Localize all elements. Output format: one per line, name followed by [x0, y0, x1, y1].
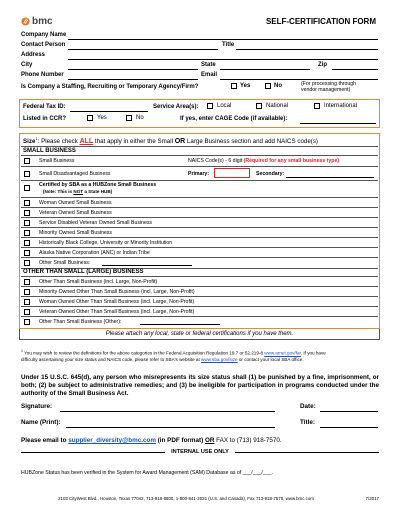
veteran-owned-option[interactable]: [24, 208, 112, 217]
ccr-yes-label: Yes: [97, 115, 107, 121]
hbcu-option-label: Historically Black College, University or Minority Institution: [39, 239, 173, 246]
other-small-checkbox[interactable]: [24, 260, 30, 266]
large-woman-option[interactable]: [24, 297, 194, 306]
size-instruction-mid: that apply in either the Small: [93, 138, 175, 146]
bmc-logo-text: bmc: [32, 16, 53, 27]
size-footnote-mark: 1: [35, 136, 38, 141]
size-instruction-all: ALL: [79, 138, 94, 146]
zip-field[interactable]: [332, 69, 378, 70]
staffing-yes-label: Yes: [240, 83, 251, 89]
email-field[interactable]: [220, 79, 378, 80]
sign-title-label: Title:: [300, 419, 315, 426]
large-woman-option-label: Woman Owned Other Than Small Business (incl. Large, Non-Profit): [39, 298, 195, 305]
service-international[interactable]: [314, 103, 357, 109]
size-label: Size: [23, 138, 36, 146]
footnote-line2-post: or contact your local SBA office.: [237, 356, 304, 362]
ccr-no-label: No: [136, 115, 144, 121]
ccr-yes-checkbox[interactable]: [87, 115, 93, 121]
service-national-label: National: [266, 103, 289, 109]
large-business-header: OTHER THAN SMALL (LARGE) BUSINESS: [23, 269, 144, 275]
small-business-checkbox[interactable]: [24, 158, 30, 164]
attach-note: Please attach any local, state or federal certifications if you have them.: [105, 331, 294, 337]
small-disadvantaged-option-label: Small Disadvantaged Business: [39, 170, 111, 177]
contact-person-field[interactable]: [68, 49, 218, 50]
large-business-option-label: Other Than Small Business (incl. Large, Non-Profit): [39, 278, 158, 285]
hubzone-note: [43, 189, 112, 194]
staffing-question: Is Company a Staffing, Recruiting or Temporary Agency/Firm?: [21, 84, 199, 90]
city-field[interactable]: [68, 69, 198, 70]
staffing-no-label: No: [274, 83, 282, 89]
processing-note-line1: (For processing through: [301, 81, 357, 87]
footnote: [21, 348, 379, 363]
service-areas-label: Service Area(s):: [153, 104, 199, 110]
size-instruction: [23, 136, 318, 145]
address-field[interactable]: [68, 59, 378, 60]
processing-note-line2: vendor management): [301, 87, 351, 93]
ccr-no[interactable]: [126, 115, 144, 121]
service-disabled-option-label: Service Disabled Veteran Owned Small Business: [39, 219, 153, 226]
large-veteran-option-label: Veteran Owned Other Than Small Business (incl. Large, Non-Profit): [39, 308, 195, 315]
ccr-no-checkbox[interactable]: [126, 115, 132, 121]
date-field[interactable]: [320, 411, 378, 412]
service-national[interactable]: [256, 103, 288, 109]
large-other-option[interactable]: [24, 317, 121, 326]
form-title: SELF-CERTIFICATION FORM: [265, 17, 376, 26]
email-instruction-pre: Please email to: [21, 437, 69, 444]
name-print-label: Name (Print):: [21, 419, 61, 426]
bmc-logo-icon: [21, 17, 30, 26]
service-local-checkbox[interactable]: [207, 103, 213, 109]
phone-field[interactable]: [68, 79, 198, 80]
email-instruction: [21, 437, 282, 444]
hbcu-checkbox[interactable]: [24, 240, 30, 246]
large-veteran-option[interactable]: [24, 307, 194, 316]
service-international-checkbox[interactable]: [314, 103, 320, 109]
veteran-owned-option-label: Veteran Owned Small Business: [39, 209, 112, 216]
footnote-mark: 1: [21, 349, 23, 353]
minority-owned-option-label: Minority Owned Small Business: [39, 229, 112, 236]
anc-option[interactable]: [24, 248, 150, 257]
minority-owned-option[interactable]: [24, 228, 112, 237]
title-label: Title: [222, 42, 235, 48]
size-instruction-post: Large Business section and add NAICS code(s): [185, 138, 318, 146]
small-business-option-label: Small Business: [39, 157, 75, 164]
small-disadvantaged-checkbox[interactable]: [24, 171, 30, 177]
phone-label: Phone Number: [21, 72, 64, 78]
listed-in-ccr-label: Listed in CCR?: [23, 116, 66, 122]
bmc-logo: [21, 16, 53, 27]
veteran-owned-checkbox[interactable]: [24, 210, 30, 216]
naics-secondary-field[interactable]: [286, 177, 374, 178]
staffing-yes[interactable]: [231, 83, 250, 89]
supplier-diversity-email-link[interactable]: supplier_diversity@bmc.com: [68, 437, 156, 444]
hubzone-status: HUBZone Status has been verified in the System for Award Management (SAM) Database as of ___/___/___.: [21, 470, 273, 476]
staffing-no[interactable]: [265, 83, 282, 89]
hubzone-note-not: NOT: [73, 189, 84, 194]
state-label: State: [201, 62, 216, 68]
service-local-label: Local: [217, 103, 232, 109]
footnote-line1: [21, 348, 379, 357]
minority-owned-checkbox[interactable]: [24, 230, 30, 236]
address-label: Address: [21, 52, 46, 58]
internal-use-label: INTERNAL USE ONLY: [0, 449, 400, 455]
other-small-option[interactable]: [24, 258, 90, 267]
woman-owned-option[interactable]: [24, 198, 112, 207]
email-instruction-or: OR: [204, 437, 215, 444]
small-disadvantaged-option[interactable]: [24, 169, 111, 178]
small-business-divider: [21, 155, 378, 156]
woman-owned-option-label: Woman Owned Small Business: [39, 199, 112, 206]
far-link[interactable]: www.arnet.gov/far: [264, 350, 301, 356]
large-minority-checkbox[interactable]: [24, 289, 30, 295]
name-print-field[interactable]: [66, 427, 275, 428]
title-field[interactable]: [236, 49, 378, 50]
small-business-option[interactable]: [24, 156, 74, 165]
ccr-yes[interactable]: [87, 115, 107, 121]
service-disabled-checkbox[interactable]: [24, 220, 30, 226]
attach-note-box: [19, 329, 380, 340]
naics-label-text: NAICS Code(s) - 6 digit: [188, 158, 243, 164]
staffing-no-checkbox[interactable]: [265, 83, 271, 89]
city-label: City: [21, 62, 33, 68]
email-instruction-fax: FAX to (713) 918-7570.: [214, 437, 282, 444]
footnote-line2-pre: difficulty ascertaining your size status and NAICS code, please refer to SBA's website at: [21, 356, 202, 362]
naics-primary-field[interactable]: [214, 168, 250, 178]
staffing-yes-checkbox[interactable]: [231, 83, 237, 89]
other-small-option-label: Other Small Business:: [39, 259, 91, 266]
service-international-label: International: [324, 103, 358, 109]
footer-address: 2103 CityWest Blvd., Houston, Texas 77042, 713-918-8800, 1-800-841-2031 (U.S. and Canada), Fax 713-918-7570, www.bmc.com: [58, 496, 314, 501]
company-name-label: Company Name: [21, 32, 67, 38]
legal-statement: Under 15 U.S.C. 645(d), any person who misrepresents its size status shall (1) be punished by a fine, imprisonment, or both; (2) be subject to administrative remedies; and (3) be ineligible for participation in programs conducted under the authority of the Small Business Act.: [21, 374, 379, 397]
hubzone-note-pre: (Note: This is: [43, 189, 74, 194]
anc-option-label: Alaska Native Corporation (ANC) or Indian Tribe: [39, 249, 150, 256]
date-label: Date:: [300, 403, 316, 410]
footnote-line2: [21, 357, 379, 363]
naics-primary-label: Primary:: [188, 171, 210, 177]
large-minority-option[interactable]: [24, 287, 195, 296]
large-other-checkbox[interactable]: [24, 319, 30, 325]
anc-checkbox[interactable]: [24, 250, 30, 256]
large-business-checkbox[interactable]: [24, 279, 30, 285]
large-business-option[interactable]: [24, 277, 157, 286]
hubzone-option-label: Certified by SBA as a HUBZone Small Business: [39, 182, 157, 188]
size-instruction-or: OR: [174, 138, 186, 146]
cage-code-label: If yes, enter CAGE Code (if available):: [180, 116, 288, 122]
sign-title-field[interactable]: [320, 427, 378, 428]
large-veteran-checkbox[interactable]: [24, 309, 30, 315]
naics-required: (Required for any small business type): [243, 158, 340, 164]
company-name-field[interactable]: [68, 39, 378, 40]
footer-version: 7/2017: [365, 496, 379, 501]
naics-secondary-label: Secondary:: [256, 171, 285, 177]
contact-person-label: Contact Person: [21, 42, 66, 48]
small-business-header: SMALL BUSINESS: [23, 148, 76, 154]
sba-link[interactable]: www.sba.gov/size: [201, 356, 238, 362]
processing-note: [301, 81, 356, 93]
footnote-line1-pre: You may wish to review the definitions for the above categories in the Federal Acquisition Regulation 19.7 or 52.219-8: [24, 350, 265, 356]
federal-tax-id-field[interactable]: [70, 111, 148, 112]
hbcu-option[interactable]: [24, 238, 172, 247]
state-field[interactable]: [220, 69, 310, 70]
hubzone-note-post: a State HUB): [83, 189, 113, 194]
large-woman-checkbox[interactable]: [24, 299, 30, 305]
service-national-checkbox[interactable]: [256, 103, 262, 109]
large-minority-option-label: Minority Owned Other Than Small Business (incl. Large, Non-Profit): [39, 288, 195, 295]
other-small-field[interactable]: [102, 265, 192, 266]
email-label: Email: [201, 72, 218, 78]
row-divider: [21, 166, 378, 167]
cage-code-field[interactable]: [300, 123, 376, 124]
federal-tax-id-label: Federal Tax ID:: [23, 104, 66, 110]
hubzone-option[interactable]: [24, 181, 194, 197]
size-instruction-pre: : Please check: [37, 138, 80, 146]
large-other-option-label: Other Than Small Business (Other):: [39, 318, 122, 325]
service-local[interactable]: [207, 103, 231, 109]
service-disabled-option[interactable]: [24, 218, 152, 227]
large-other-field[interactable]: [140, 324, 220, 325]
naics-label: [188, 158, 339, 164]
zip-label: Zip: [318, 62, 327, 68]
footnote-line1-post: . If you have: [300, 350, 326, 356]
email-instruction-post: (in PDF format): [155, 437, 205, 444]
signature-field[interactable]: [60, 411, 275, 412]
size-divider: [21, 146, 378, 147]
woman-owned-checkbox[interactable]: [24, 200, 30, 206]
hubzone-checkbox[interactable]: [24, 185, 30, 191]
signature-label: Signature:: [21, 403, 53, 410]
